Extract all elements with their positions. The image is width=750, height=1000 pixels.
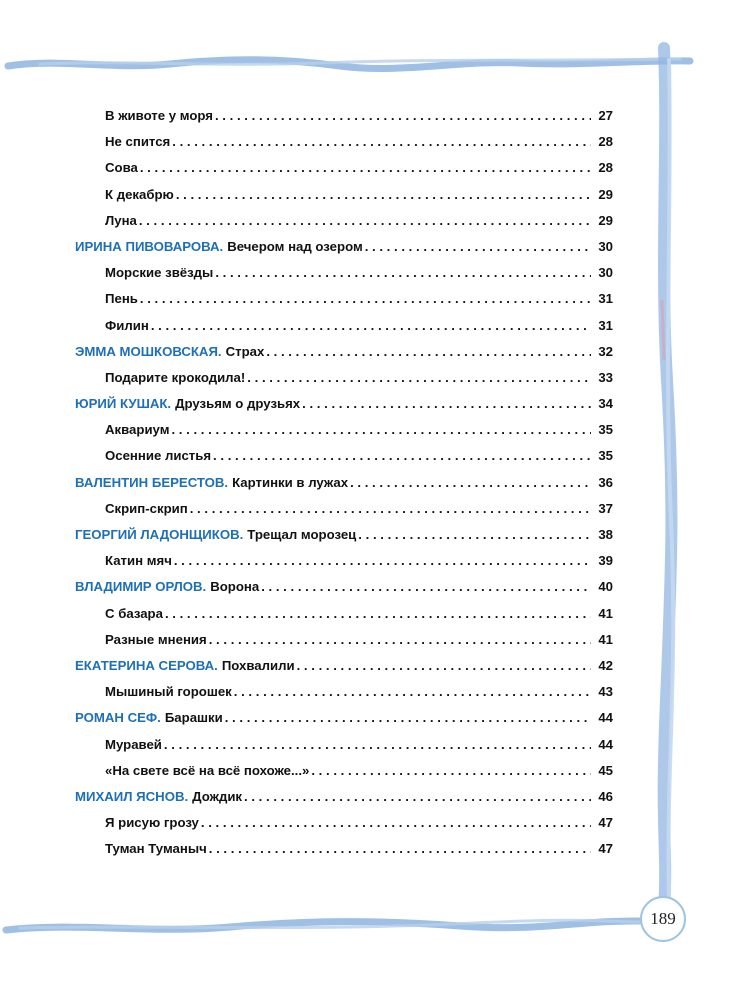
toc-entry[interactable] — [75, 784, 613, 810]
toc-entry[interactable] — [75, 313, 613, 339]
toc-title: С базара — [105, 605, 163, 621]
toc-page-number: 29 — [598, 186, 613, 202]
toc-title: Скрип-скрип — [105, 500, 188, 516]
toc-title: Ворона — [210, 579, 260, 595]
page-number-badge: 189 — [640, 896, 686, 942]
toc-title: Аквариум — [105, 422, 170, 438]
dot-leader — [225, 705, 591, 731]
toc-author: ГЕОРГИЙ ЛАДОНЩИКОВ. — [75, 527, 244, 542]
toc-title: Катин мяч — [105, 553, 172, 569]
toc-title: Трещал морозец — [247, 527, 357, 542]
toc-page-number: 46 — [598, 788, 613, 804]
toc-author: ЮРИЙ КУШАК. — [75, 396, 172, 412]
toc-entry[interactable] — [75, 339, 613, 365]
dot-leader — [215, 103, 591, 129]
dot-leader — [215, 260, 591, 286]
toc-title: Друзьям о друзьях — [175, 396, 301, 412]
toc-page-number: 44 — [598, 710, 613, 726]
toc-title: Вечером над озером — [227, 238, 363, 254]
toc-title: Пень — [105, 291, 138, 307]
toc-page-number: 31 — [598, 291, 613, 307]
toc-entry[interactable] — [75, 391, 613, 417]
toc-page-number: 41 — [598, 605, 613, 621]
toc-entry[interactable] — [75, 810, 613, 836]
toc-author: ЕКАТЕРИНА СЕРОВА. — [75, 657, 218, 673]
dot-leader — [172, 129, 591, 155]
toc-page-number: 29 — [598, 212, 613, 228]
toc-title: Я рисую грозу — [105, 815, 199, 831]
table-of-contents — [75, 103, 613, 862]
toc-title: Сова — [105, 160, 138, 176]
toc-author: ЭММА МОШКОВСКАЯ. — [75, 343, 222, 359]
toc-page-number: 45 — [598, 762, 613, 778]
dot-leader — [302, 391, 591, 417]
toc-title: «На свете всё на всё похоже...» — [105, 762, 310, 778]
dot-leader — [190, 496, 591, 522]
toc-page-number: 41 — [598, 631, 613, 647]
frame-top-stroke — [8, 60, 690, 69]
toc-entry[interactable] — [75, 758, 613, 784]
toc-entry[interactable] — [75, 574, 613, 600]
toc-author: МИХАИЛ ЯСНОВ. — [75, 788, 189, 804]
dot-leader — [201, 810, 591, 836]
frame-bottom-stroke — [6, 921, 640, 930]
toc-entry[interactable] — [75, 260, 613, 286]
dot-leader — [261, 574, 591, 600]
toc-entry[interactable] — [75, 417, 613, 443]
dot-leader — [209, 627, 591, 653]
dot-leader — [165, 601, 591, 627]
toc-page-number: 28 — [598, 160, 613, 176]
dot-leader — [311, 758, 591, 784]
dot-leader — [139, 208, 591, 234]
toc-page-number: 40 — [598, 579, 613, 595]
toc-page-number: 33 — [598, 369, 613, 385]
toc-entry[interactable] — [75, 129, 613, 155]
toc-entry[interactable] — [75, 365, 613, 391]
toc-title: Страх — [225, 343, 265, 359]
toc-page-number: 39 — [598, 553, 613, 569]
toc-entry[interactable] — [75, 443, 613, 469]
toc-entry[interactable] — [75, 705, 613, 731]
dot-leader — [266, 339, 591, 365]
toc-entry[interactable] — [75, 182, 613, 208]
toc-author: РОМАН СЕФ. — [75, 710, 161, 726]
toc-page-number: 31 — [598, 317, 613, 333]
dot-leader — [164, 732, 591, 758]
toc-title: В животе у моря — [105, 108, 213, 123]
toc-page-number: 28 — [598, 134, 613, 150]
toc-title: Барашки — [164, 710, 223, 726]
dot-leader — [244, 784, 591, 810]
toc-author: ВЛАДИМИР ОРЛОВ. — [75, 579, 207, 595]
toc-entry[interactable] — [75, 286, 613, 312]
dot-leader — [140, 155, 591, 181]
toc-page-number: 36 — [598, 474, 613, 490]
toc-entry[interactable] — [75, 653, 613, 679]
toc-page-number: 27 — [598, 108, 613, 123]
toc-title: Подарите крокодила! — [105, 369, 246, 385]
toc-title: Разные мнения — [105, 631, 207, 647]
toc-title: Мышиный горошек — [105, 684, 232, 700]
toc-page-number: 30 — [598, 265, 613, 281]
dot-leader — [176, 182, 591, 208]
toc-author: ВАЛЕНТИН БЕРЕСТОВ. — [75, 474, 229, 490]
toc-entry[interactable] — [75, 627, 613, 653]
toc-title: Филин — [105, 317, 149, 333]
dot-leader — [209, 836, 591, 862]
toc-title: Картинки в лужах — [232, 474, 349, 490]
toc-entry[interactable] — [75, 470, 613, 496]
toc-page-number: 32 — [598, 343, 613, 359]
toc-title: Морские звёзды — [105, 265, 214, 281]
dot-leader — [247, 365, 591, 391]
dot-leader — [140, 286, 591, 312]
dot-leader — [365, 234, 591, 260]
dot-leader — [151, 313, 591, 339]
toc-page-number: 47 — [598, 815, 613, 831]
toc-entry[interactable] — [75, 496, 613, 522]
toc-page-number: 35 — [598, 448, 613, 464]
dot-leader — [213, 443, 591, 469]
toc-page-number: 44 — [598, 736, 613, 752]
dot-leader — [358, 522, 591, 548]
toc-page-number: 34 — [598, 396, 613, 412]
toc-title: Осенние листья — [105, 448, 212, 464]
toc-entry[interactable] — [75, 208, 613, 234]
toc-page-number: 47 — [598, 841, 613, 857]
frame-right-stroke — [664, 48, 672, 912]
toc-entry[interactable] — [75, 732, 613, 758]
toc-title: Муравей — [105, 736, 162, 752]
toc-entry[interactable] — [75, 548, 613, 574]
toc-entry[interactable] — [75, 155, 613, 181]
toc-page-number: 42 — [598, 657, 613, 673]
toc-title: К декабрю — [105, 186, 174, 202]
toc-page-number: 37 — [598, 500, 613, 516]
dot-leader — [171, 417, 591, 443]
toc-entry[interactable] — [75, 836, 613, 862]
toc-page-number: 30 — [598, 238, 613, 254]
dot-leader — [174, 548, 591, 574]
toc-entry[interactable] — [75, 601, 613, 627]
toc-title: Дождик — [192, 788, 243, 804]
toc-entry[interactable] — [75, 103, 613, 129]
dot-leader — [350, 470, 591, 496]
toc-page-number: 35 — [598, 422, 613, 438]
toc-page-number: 38 — [598, 527, 613, 542]
toc-author: ИРИНА ПИВОВАРОВА. — [75, 238, 224, 254]
toc-title: Туман Туманыч — [105, 841, 207, 857]
toc-title: Луна — [105, 212, 137, 228]
toc-entry[interactable] — [75, 522, 613, 548]
toc-page-number: 43 — [598, 684, 613, 700]
toc-entry[interactable] — [75, 679, 613, 705]
toc-entry[interactable] — [75, 234, 613, 260]
dot-leader — [297, 653, 591, 679]
dot-leader — [234, 679, 591, 705]
toc-title: Не спится — [105, 134, 171, 150]
toc-title: Похвалили — [221, 657, 295, 673]
